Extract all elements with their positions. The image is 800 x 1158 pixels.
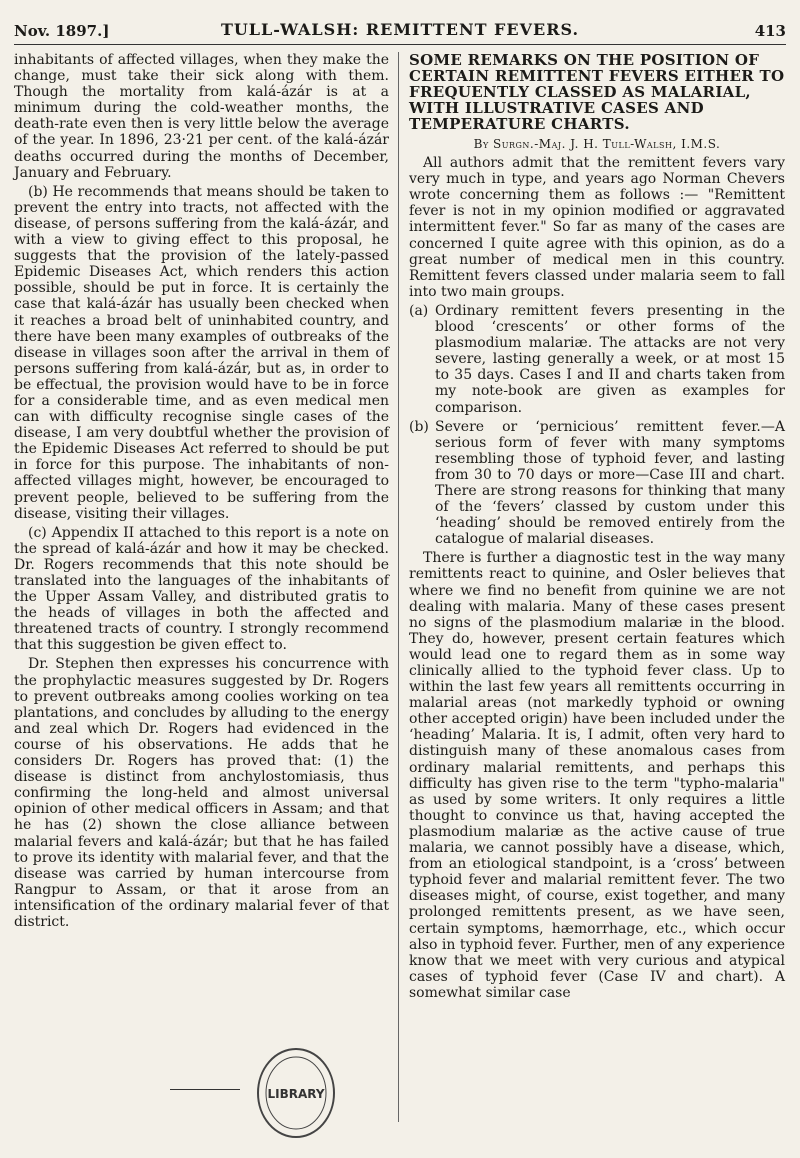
paragraph: All authors admit that the remittent fevers vary very much in type, and years ago Norman Chevers wrote concerning them as follows :— "Remittent fever is not in my opinion modified or aggravated intermittent fever." So far as many of the cases are concerned I quite agree with this opinion, as do a great number of medical men in this country. Remittent fevers classed under malaria seem to fall into two main groups. [409, 155, 785, 300]
author-byline: By Surgn.-Maj. J. H. Tull-Walsh, I.M.S. [473, 137, 721, 151]
paragraph: inhabitants of affected villages, when they make the change, must take their sick along with them. Though the mortality from kalá-ázár is at a minimum during the cold-weather months, the death-rate even then is very little below the average of the year. In 1896, 23·21 per cent. of the kalá-ázár deaths occurred during the months of December, January and February. [14, 52, 389, 181]
right-column [409, 52, 785, 1004]
running-header [14, 14, 786, 45]
list-item-label: (b) [409, 418, 429, 435]
list-item [409, 303, 785, 416]
column-divider [398, 52, 399, 1122]
paragraph: (b) He recommends that means should be taken to prevent the entry into tracts, not affected with the disease, of persons suffering from the kalá-ázár, and with a view to giving effect to this proposal, he suggests that the provision of the lately-passed Epidemic Diseases Act, which renders this action possible, should be put in force. It is certainly the case that kalá-ázár has usually been checked when it reaches a broad belt of uninhabited country, and there have been many examples of outbreaks of the disease in villages soon after the arrival in them of persons suffering from kalá-ázár, but as, in order to be effectual, the provision would have to be in force for a considerable time, and as even medical men can with difficulty recognise single cases of the disease, I am very doubtful whether the provision of the Epidemic Diseases Act referred to should be put in force for this purpose. The inhabitants of non-affected villages might, however, be encouraged to prevent people, believed to be suffering from the disease, visiting their villages. [14, 183, 389, 522]
list-item-label: (a) [409, 302, 429, 319]
article-title: SOME REMARKS ON THE POSITION OF CERTAIN REMITTENT FEVERS EITHER TO FREQUENTLY CLASSED AS MALARIAL, WITH ILLUSTRATIVE CASES AND TEMPERATURE CHARTS. [409, 51, 785, 133]
header-title: TULL-WALSH: REMITTENT FEVERS. [220, 20, 580, 39]
page-number: 413 [754, 22, 786, 40]
list-item-text: Severe or ‘pernicious’ remittent fever.—A serious form of fever with many symptoms resembling those of typhoid fever, and lasting from 30 to 70 days or more—Case III and chart. There are strong reasons for thinking that many of the ‘fevers’ classed by custom under this ‘heading’ should be removed entirely from the catalogue of malarial diseases. [435, 418, 785, 548]
paragraph: (c) Appendix II attached to this report is a note on the spread of kalá-ázár and how it may be checked. Dr. Rogers recommends that this note should be translated into the languages of the inhabitants of the Upper Assam Valley, and distributed gratis to the heads of villages in both the affected and threatened tracts of country. I strongly recommend that this suggestion be given effect to. [14, 524, 389, 654]
list-item [409, 419, 785, 548]
end-rule [170, 1089, 240, 1090]
list-item-text: Ordinary remittent fevers presenting in the blood ‘crescents’ or other forms of the plasmodium malariæ. The attacks are not very severe, lasting generally a week, or at most 15 to 35 days. Cases I and II and charts taken from my note-book are given as examples for comparison. [435, 302, 785, 416]
stamp-text: LIBRARY [267, 1087, 325, 1101]
library-stamp [255, 1046, 337, 1140]
paragraph: Dr. Stephen then expresses his concurrence with the prophylactic measures suggested by Dr. Rogers to prevent outbreaks among coolies working on tea plantations, and concludes by alluding to the energy and zeal which Dr. Rogers had evidenced in the course of his observations. He adds that he considers Dr. Rogers has proved that: (1) the disease is distinct from anchylostomiasis, thus confirming the long-held and almost universal opinion of other medical officers in Assam; and that he has (2) shown the close alliance between malarial fevers and kalá-ázár; but that he has failed to prove its identity with malarial fever, and that the disease was carried by human intercourse from Rangpur to Assam, or that it arose from an intensification of the ordinary malarial fever of that district. [14, 656, 389, 930]
paragraph: There is further a diagnostic test in the way many remittents react to quinine, and Osler believes that where we find no benefit from quinine we are not dealing with malaria. Many of these cases present no signs of the plasmodium malariæ in the blood. They do, however, present certain features which would lead one to regard them as in some way clinically allied to the typhoid fever class. Up to within the last few years all remittents occurring in malarial areas (not markedly typhoid or owning other accepted origin) have been included under the ‘heading’ Malaria. It is, I admit, often very hard to distinguish many of these anomalous cases from ordinary malarial remittents, and perhaps this difficulty has given rise to the term "typho-malaria" as used by some writers. It only requires a little thought to convince us that, having accepted the plasmodium malariæ as the active cause of true malaria, we cannot possibly have a disease, which, from an etiological standpoint, is a ‘cross’ between typhoid fever and malarial remittent fever. The two diseases might, of course, exist together, and many prolonged remittents present, as we have seen, certain symptoms, hæmorrhage, etc., which occur also in typhoid fever. Further, men of any experience know that we meet with very curious and atypical cases of typhoid fever (Case IV and chart). A somewhat similar case [409, 550, 785, 1001]
header-date: Nov. 1897.] [14, 22, 110, 40]
left-column [14, 52, 389, 933]
